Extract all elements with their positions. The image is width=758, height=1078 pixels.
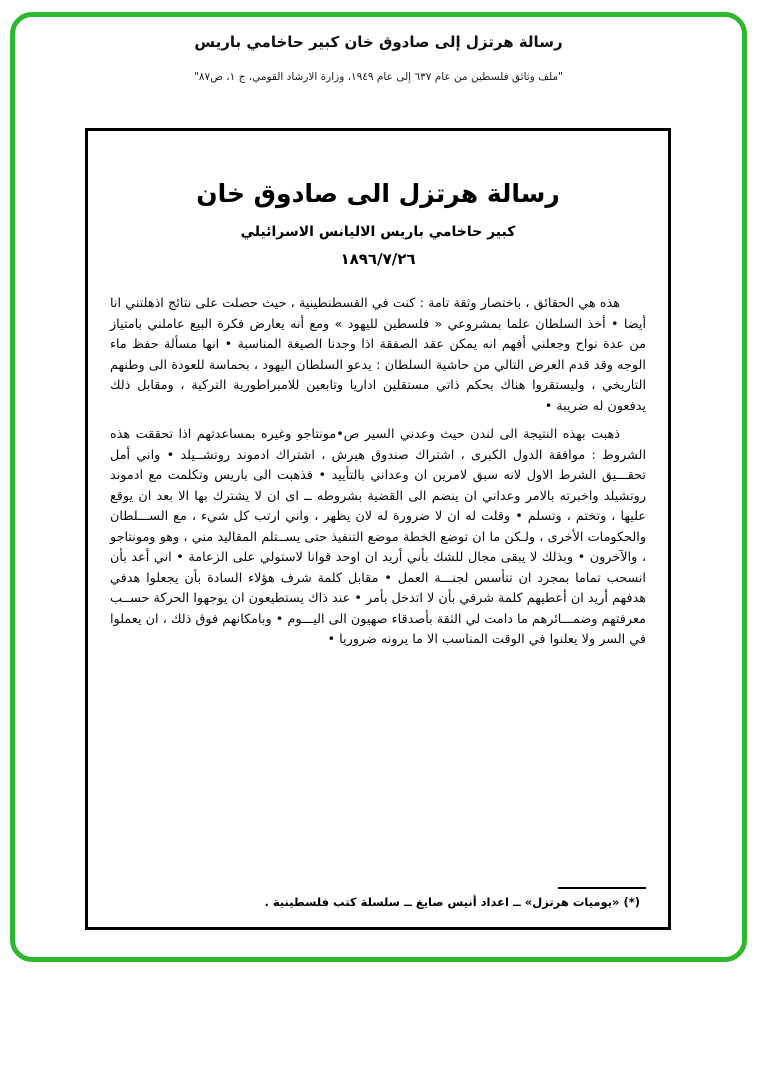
header-title: رسالة هرتزل إلى صادوق خان كبير حاخامي باريس — [194, 33, 563, 51]
footnote-area — [110, 887, 646, 911]
body-paragraph-1: هذه هي الحقائق ، باختصار وثقة تامة : كنت في القسطنطينية ، حيث حصلت على نتائج اذهلتني انا أيضا • أخذ السلطان علما بمشروعي « فلسطين لليهود » ومع أنه يعارض فكرة البيع عاملني بامتياز من عدة نواح وجعلني أفهم انه يمكن عقد الصفقة اذا وجدنا الصيغة المناسبة • انها مسألة حفظ ماء الوجه وقد قدم العرض التالي من حاشية السلطان : يدعو السلطان اليهود ، بحماسة للعودة الى وطنهم التاريخي ، وليستقروا هناك بحكم ذاتي مستقلين اداريا وتابعين للامبراطورية التركية ، ومقابل ذلك يدفعون له ضريبة • — [110, 296, 646, 414]
body-paragraph-2: ذهبت بهذه النتيجة الى لندن حيث وعدني السير ص•مونتاجو وغيره بمساعدتهم اذا تحققت هذه الشروط : موافقة الدول الكبرى ، اشتراك صندوق هيرش ، اشتراك ادموند روتشــيلد • واني أمل تحقـــيق الشرط الاول لانه سبق لامرين ان وعداني بالتأييد • فذهبت الى باريس وتكلمت مع ادموند روتشيلد واخبرته بالامر وعداني ان ينضم الى القضية بشروطه ــ اى ان لا يشترك بها الا بعد ان يوقع عليها ، وتختم ، وتسلم • وقلت له ان لا ضرورة له لان يظهر ، واني ارتب كل شيء ، مع الســـلطان والحكومات الأخرى ، ولـكن ما ان توضع الخطة موضع التنفيذ حتى يســتلم المقاليد مني ، وهو ومونتاجو ، والآخرون • وبذلك لا يبقى مجال للشك بأني أريد ان اوحد قوانا لاستولي على الزعامة • اني أعد بأن انسحب تماما بمجرد ان تتأسس لجنـــة العمل • مقابل كلمة شرف هؤلاء السادة بأن يجعلوا هدفي هدفهم أريد ان أعطيهم كلمة شرفي بأن لا اتدخل بأمر • عند ذاك يستطيعون ان يوجهوا الحركة حســب معرفتهم وضمـــائرهم ما دامت لي الثقة بأصدقاء صهيون الى اليـــوم • وبامكانهم فوق ذلك ، ان يعملوا في السر ولا يعلنوا في الوقت المناسب الا ما يرونه ضروريا • — [110, 427, 646, 647]
document-date: ١٨٩٦/٧/٢٦ — [340, 250, 416, 268]
footnote: (*) «يوميات هرتزل» ــ اعداد أنيس صايغ ــ سلسلة كتب فلسطينية . — [264, 895, 640, 909]
footnote-divider — [558, 887, 646, 889]
header-source-citation: "ملف وثائق فلسطين من عام ٦٣٧ إلى عام ١٩٤٩، وزارة الارشاد القومي، ج ١، ص٨٧" — [194, 71, 563, 83]
document-body — [110, 294, 646, 651]
document-subtitle: كبير حاخامي باريس الاليانس الاسرائيلي — [240, 224, 516, 240]
document-title: رسالة هرتزل الى صادوق خان — [196, 179, 560, 208]
green-frame — [10, 12, 747, 962]
document-box — [85, 128, 671, 930]
